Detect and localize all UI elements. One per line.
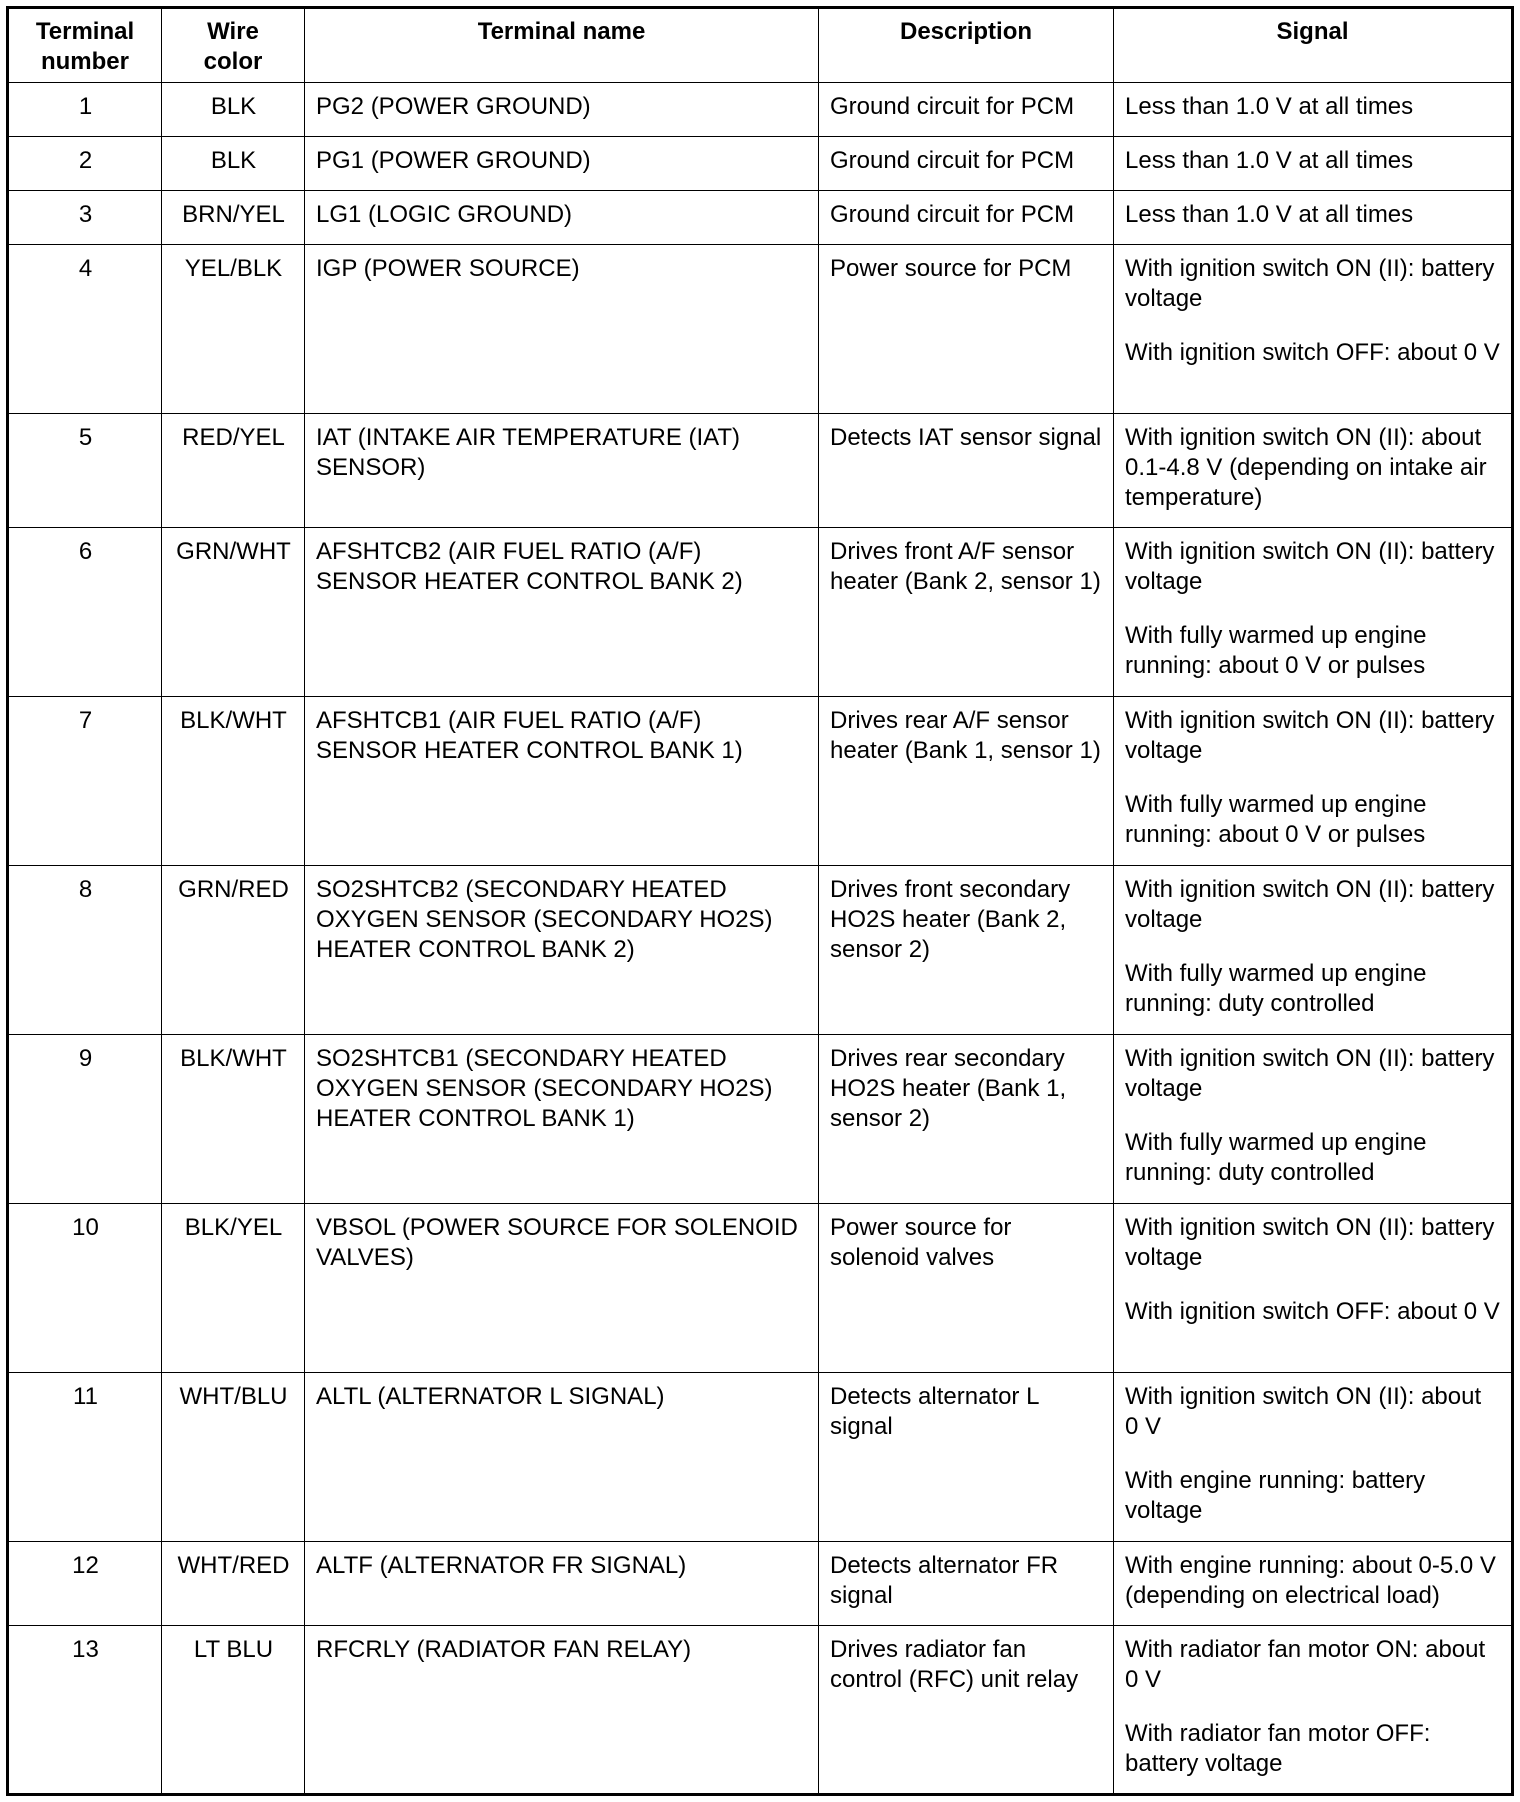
signal-line: With ignition switch ON (II): battery voltage: [1125, 255, 1495, 312]
description-cell: Ground circuit for PCM: [819, 83, 1114, 137]
signal-line: With engine running: about 0-5.0 V (depending on electrical load): [1125, 1552, 1496, 1609]
signal-line: With ignition switch ON (II): about 0.1-4.8 V (depending on intake air temperature): [1125, 424, 1487, 511]
signal-line: With radiator fan motor OFF: battery voltage: [1125, 1720, 1431, 1777]
terminal-number-cell: 7: [8, 697, 162, 866]
signal-line: With ignition switch ON (II): about 0 V: [1125, 1383, 1482, 1440]
terminal-number-cell: 3: [8, 191, 162, 245]
signal-line: With ignition switch ON (II): battery voltage: [1125, 1045, 1495, 1102]
table-row: [8, 191, 1513, 245]
description-cell: Power source for PCM: [819, 245, 1114, 414]
header-row: [8, 8, 1513, 83]
terminal-number-cell: 5: [8, 414, 162, 528]
terminal-name-cell: ALTF (ALTERNATOR FR SIGNAL): [305, 1542, 819, 1626]
wire-color-cell: GRN/RED: [162, 866, 305, 1035]
description-cell: Drives rear secondary HO2S heater (Bank 1, sensor 2): [819, 1035, 1114, 1204]
terminal-number-cell: 2: [8, 137, 162, 191]
terminal-name-cell: PG2 (POWER GROUND): [305, 83, 819, 137]
signal-cell: [1114, 83, 1513, 137]
signal-line: With ignition switch OFF: about 0 V: [1125, 1298, 1500, 1325]
signal-cell: [1114, 866, 1513, 1035]
wire-color-cell: BLK/WHT: [162, 1035, 305, 1204]
signal-cell: [1114, 245, 1513, 414]
signal-cell: [1114, 1204, 1513, 1373]
terminal-number-cell: 1: [8, 83, 162, 137]
terminal-name-cell: IAT (INTAKE AIR TEMPERATURE (IAT) SENSOR): [305, 414, 819, 528]
terminal-name-cell: SO2SHTCB2 (SECONDARY HEATED OXYGEN SENSOR (SECONDARY HO2S) HEATER CONTROL BANK 2): [305, 866, 819, 1035]
table-row: [8, 1373, 1513, 1542]
terminal-name-cell: AFSHTCB1 (AIR FUEL RATIO (A/F) SENSOR HEATER CONTROL BANK 1): [305, 697, 819, 866]
signal-line: With ignition switch ON (II): battery voltage: [1125, 538, 1495, 595]
header-wire-color: Wire color: [162, 8, 305, 83]
terminal-number-cell: 8: [8, 866, 162, 1035]
description-cell: Detects alternator FR signal: [819, 1542, 1114, 1626]
terminal-number-cell: 4: [8, 245, 162, 414]
signal-cell: [1114, 1373, 1513, 1542]
header-terminal-name: Terminal name: [305, 8, 819, 83]
signal-line: With ignition switch ON (II): battery voltage: [1125, 1214, 1495, 1271]
header-signal: Signal: [1114, 8, 1513, 83]
header-terminal-number: Terminal number: [8, 8, 162, 83]
signal-cell: [1114, 414, 1513, 528]
terminal-number-cell: 10: [8, 1204, 162, 1373]
signal-line: With fully warmed up engine running: duty controlled: [1125, 1129, 1427, 1186]
description-cell: Drives front secondary HO2S heater (Bank 2, sensor 2): [819, 866, 1114, 1035]
signal-cell: [1114, 1626, 1513, 1795]
description-cell: Drives radiator fan control (RFC) unit relay: [819, 1626, 1114, 1795]
description-cell: Drives front A/F sensor heater (Bank 2, sensor 1): [819, 528, 1114, 697]
table-row: [8, 528, 1513, 697]
signal-line: Less than 1.0 V at all times: [1125, 201, 1414, 228]
table-row: [8, 137, 1513, 191]
terminal-number-cell: 6: [8, 528, 162, 697]
wire-color-cell: YEL/BLK: [162, 245, 305, 414]
wire-color-cell: BLK: [162, 83, 305, 137]
description-cell: Drives rear A/F sensor heater (Bank 1, sensor 1): [819, 697, 1114, 866]
table-row: [8, 1035, 1513, 1204]
signal-line: With engine running: battery voltage: [1125, 1467, 1426, 1524]
table-row: [8, 83, 1513, 137]
terminal-table: [6, 6, 1514, 1796]
wire-color-cell: BLK/WHT: [162, 697, 305, 866]
description-cell: Detects alternator L signal: [819, 1373, 1114, 1542]
table-row: [8, 1626, 1513, 1795]
signal-line: With fully warmed up engine running: about 0 V or pulses: [1125, 791, 1427, 848]
wire-color-cell: GRN/WHT: [162, 528, 305, 697]
table-row: [8, 1542, 1513, 1626]
terminal-name-cell: AFSHTCB2 (AIR FUEL RATIO (A/F) SENSOR HEATER CONTROL BANK 2): [305, 528, 819, 697]
wire-color-cell: RED/YEL: [162, 414, 305, 528]
wire-color-cell: WHT/RED: [162, 1542, 305, 1626]
header-description: Description: [819, 8, 1114, 83]
wire-color-cell: WHT/BLU: [162, 1373, 305, 1542]
signal-line: Less than 1.0 V at all times: [1125, 147, 1414, 174]
wire-color-cell: BLK: [162, 137, 305, 191]
signal-cell: [1114, 697, 1513, 866]
signal-line: With radiator fan motor ON: about 0 V: [1125, 1636, 1486, 1693]
wire-color-cell: BRN/YEL: [162, 191, 305, 245]
table-row: [8, 245, 1513, 414]
table-row: [8, 697, 1513, 866]
signal-cell: [1114, 1542, 1513, 1626]
terminal-name-cell: SO2SHTCB1 (SECONDARY HEATED OXYGEN SENSOR (SECONDARY HO2S) HEATER CONTROL BANK 1): [305, 1035, 819, 1204]
signal-cell: [1114, 1035, 1513, 1204]
terminal-name-cell: IGP (POWER SOURCE): [305, 245, 819, 414]
terminal-name-cell: PG1 (POWER GROUND): [305, 137, 819, 191]
wire-color-cell: LT BLU: [162, 1626, 305, 1795]
table-row: [8, 1204, 1513, 1373]
table-body: [8, 83, 1513, 1795]
table-row: [8, 414, 1513, 528]
signal-cell: [1114, 528, 1513, 697]
signal-line: With fully warmed up engine running: about 0 V or pulses: [1125, 622, 1427, 679]
description-cell: Ground circuit for PCM: [819, 137, 1114, 191]
signal-line: With ignition switch ON (II): battery voltage: [1125, 707, 1495, 764]
table-row: [8, 866, 1513, 1035]
signal-line: Less than 1.0 V at all times: [1125, 93, 1414, 120]
terminal-name-cell: VBSOL (POWER SOURCE FOR SOLENOID VALVES): [305, 1204, 819, 1373]
description-cell: Detects IAT sensor signal: [819, 414, 1114, 528]
terminal-number-cell: 13: [8, 1626, 162, 1795]
terminal-name-cell: LG1 (LOGIC GROUND): [305, 191, 819, 245]
table-header: [8, 8, 1513, 83]
description-cell: Power source for solenoid valves: [819, 1204, 1114, 1373]
signal-cell: [1114, 137, 1513, 191]
terminal-name-cell: RFCRLY (RADIATOR FAN RELAY): [305, 1626, 819, 1795]
signal-line: With ignition switch ON (II): battery voltage: [1125, 876, 1495, 933]
signal-line: With fully warmed up engine running: duty controlled: [1125, 960, 1427, 1017]
signal-cell: [1114, 191, 1513, 245]
terminal-number-cell: 12: [8, 1542, 162, 1626]
terminal-name-cell: ALTL (ALTERNATOR L SIGNAL): [305, 1373, 819, 1542]
wire-color-cell: BLK/YEL: [162, 1204, 305, 1373]
terminal-number-cell: 11: [8, 1373, 162, 1542]
terminal-number-cell: 9: [8, 1035, 162, 1204]
description-cell: Ground circuit for PCM: [819, 191, 1114, 245]
signal-line: With ignition switch OFF: about 0 V: [1125, 339, 1500, 366]
